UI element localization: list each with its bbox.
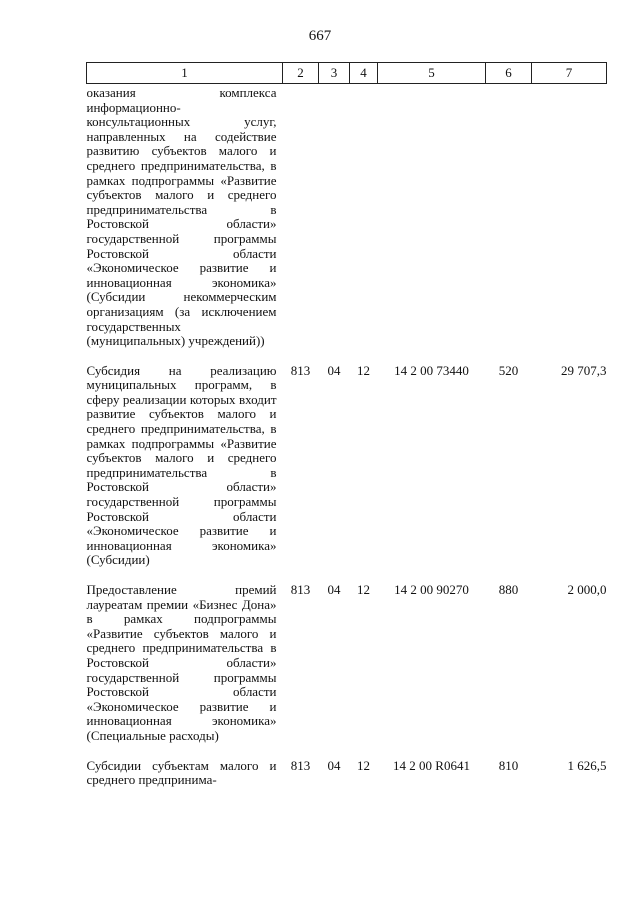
header-col-7: 7: [532, 63, 607, 84]
header-col-1: 1: [87, 63, 283, 84]
table-row: [87, 583, 607, 759]
header-col-2: 2: [283, 63, 319, 84]
row-target-article: [378, 84, 486, 364]
table-body: [87, 84, 607, 803]
row-ministry: 813: [290, 362, 311, 378]
row-amount: 2 000,0: [567, 582, 607, 597]
row-section: 04: [327, 582, 341, 597]
row-section: 04: [327, 362, 341, 378]
table-header: [87, 63, 607, 84]
row-section: [319, 84, 350, 364]
row-description: Предоставление премий лауреатам премии «Бизнес Дона» в рамках подпрограммы «Развитие субъектов малого и среднего предпринимательства в Ростовской области» государственной программы Ростовской области «Экономическое развитие и инновационная экономика» (Специальные расходы): [86, 582, 277, 743]
header-col-3: 3: [319, 63, 350, 84]
row-description: оказания комплекса информационно-консультационных услуг, направленных на содействие развитию субъектов малого и среднего предпринимательства, в рамках подпрограммы «Развитие субъектов малого и среднего предпринимательства в Ростовской области» государственной программы Ростовской области «Экономическое развитие и инновационная экономика» (Субсидии некоммерческим организациям (за исключением государственных (муниципальных) учреждений)): [86, 85, 277, 349]
header-col-5: 5: [378, 63, 486, 84]
header-row: [87, 63, 607, 84]
table-row: [87, 84, 607, 364]
row-amount: [532, 84, 607, 364]
row-target-article: 14 2 00 R0641: [393, 757, 470, 773]
row-amount: 1 626,5: [567, 757, 607, 773]
table-row: [87, 759, 607, 803]
row-expense-type: 880: [498, 582, 519, 597]
header-col-4: 4: [350, 63, 378, 84]
row-subsection: [350, 84, 378, 364]
row-ministry: 813: [290, 582, 311, 597]
table-row: [87, 364, 607, 583]
row-expense-type: 810: [498, 757, 519, 773]
row-ministry: [283, 84, 319, 364]
budget-table: [86, 62, 607, 803]
row-subsection: 12: [357, 757, 370, 773]
row-ministry: 813: [290, 757, 311, 773]
row-target-article: 14 2 00 73440: [394, 362, 469, 378]
header-col-6: 6: [486, 63, 532, 84]
row-description: Субсидия на реализацию муниципальных программ, в сферу реализации которых входит развитие субъектов малого и среднего предпринимательства, в рамках подпрограммы «Развитие субъектов малого и среднего предпринимательства в Ростовской области» государственной программы Ростовской области «Экономическое развитие и инновационная экономика» (Субсидии): [86, 362, 277, 568]
row-amount: 29 707,3: [561, 362, 607, 378]
row-expense-type: 520: [498, 362, 519, 378]
row-expense-type: [486, 84, 532, 364]
row-description: Субсидии субъектам малого и среднего предпринима-: [86, 757, 277, 788]
row-section: 04: [327, 757, 341, 773]
row-subsection: 12: [357, 362, 370, 378]
row-subsection: 12: [357, 582, 370, 597]
row-target-article: 14 2 00 90270: [394, 582, 469, 597]
page-number: 667: [308, 28, 332, 44]
